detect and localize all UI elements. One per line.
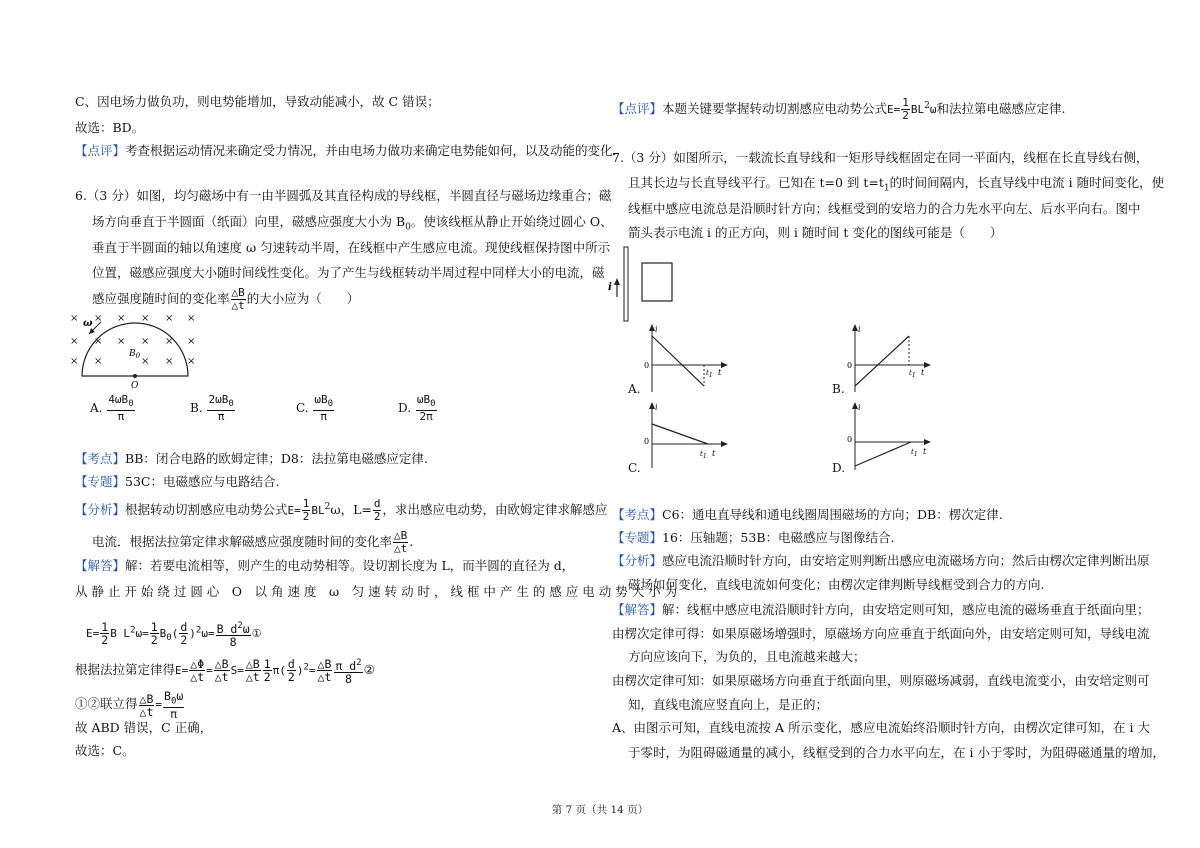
kaodian-line: 【考点】C6：通电直导线和通电线圈周围磁场的方向；DB：楞次定律. xyxy=(612,507,1003,522)
current-i-label: i xyxy=(608,282,612,293)
q6-text: 感应强度随时间的变化率 $\frac{\triangle B}{\triangle t}$ 的大小应为（ ） xyxy=(92,286,360,312)
jieda-line: 从 静 止 开 始 绕 过 圆 心 O 以 角 速 度 ω 匀 速 转 动 时 ， 线 框 中 产 生 的 感 应 电 动 势 大 小 为 xyxy=(75,584,678,599)
equation-1: E= $\frac{1}{2}$ B $L^2\omega=$ $\frac{1}{2}$ $B_0$( $\frac{d}{2}$ )$^2$ω= $\frac{B d^2\omega}{8}$ ① xyxy=(86,620,262,649)
q6-text: 位置，磁感应强度大小随时间线性变化。为了产生与线框转动半周过程中同样大小的电流，磁 xyxy=(92,265,605,280)
jieda-line: A、由图示可知，直线电流按 A 所示变化，感应电流始终沿顺时针方向，由楞次定律可知，在 i 大 xyxy=(612,720,1150,735)
svg-text:×: × xyxy=(70,356,79,367)
text-line: 故选：BD。 xyxy=(75,120,145,135)
b0-label: $B_0$ xyxy=(129,349,141,360)
fenxi-line: 【分析】感应电流沿顺时针方向，由安培定则判断出感应电流磁场方向；然后由楞次定律判断出原 xyxy=(612,553,1150,568)
svg-text:t: t xyxy=(718,368,722,377)
option-c[interactable]: C. $\frac{\omega B_0}{\pi}$ xyxy=(296,393,334,424)
jieda-line: 方向应该向下，为负的，且电流越来越大； xyxy=(628,649,866,664)
svg-text:×: × xyxy=(165,313,174,324)
q7-text: 且其长边与长直导线平行。已知在 t=0 到 $t=t_1$的时间间隔内，长直导线中电流 i 随时间变化，使 xyxy=(628,175,1165,194)
svg-text:t: t xyxy=(712,449,716,458)
equation-3: ①②联立得 $\frac{\triangle B}{\triangle t}$ = $\frac{B_0\omega}{\pi}$ xyxy=(75,689,184,722)
svg-text:t1: t1 xyxy=(700,450,707,460)
q7-text: 7.（3 分）如图所示，一载流长直导线和一矩形导线框固定在同一平面内，线框在长直导线右侧， xyxy=(612,150,1149,165)
fenxi-line: 电流．根据法拉第定律求解磁感应强度随时间的变化率 $\frac{\triangle B}{\triangle t}$ . xyxy=(92,529,414,555)
q7-text: 线框中感应电流总是沿顺时针方向；线框受到的安培力的合力先水平向左、后水平向右。图中 xyxy=(628,201,1141,216)
page-footer: 第 7 页（共 14 页） xyxy=(551,804,649,816)
q7-text: 箭头表示电流 i 的正方向，则 i 随时间 t 变化的图线可能是（ ） xyxy=(628,225,1003,240)
svg-text:t1: t1 xyxy=(909,369,916,379)
fenxi-line: 【分析】根据转动切割感应电动势公式E= $\frac{1}{2}$ $BL^2\omega$，L= $\frac{d}{2}$ ，求出感应电动势，由欧姆定律求解感应 xyxy=(75,497,608,523)
svg-text:×: × xyxy=(94,313,103,324)
text-line: C、因电场力做负功，则电势能增加，导致动能减小，故 C 错误； xyxy=(75,94,440,109)
svg-text:×: × xyxy=(94,356,103,367)
graph-a[interactable] xyxy=(640,322,730,397)
jieda-line: 由楞次定律可得：如果原磁场增强时，原磁场方向应垂直于纸面向外，由安培定则可知，导线电流 xyxy=(612,626,1150,641)
svg-text:i: i xyxy=(858,403,861,412)
fenxi-line: 磁场如何变化，直线电流如何变化；由楞次定律判断导线框受到合力的方向. xyxy=(628,577,1045,592)
jieda-line: 知，直线电流应竖直向上，是正的； xyxy=(628,697,829,712)
graph-d[interactable] xyxy=(843,400,933,472)
jieda-line: 由楞次定律可知：如果原磁场方向垂直于纸面向里，则原磁场减弱，直线电流变小，由安培定则可 xyxy=(612,673,1150,688)
svg-text:0: 0 xyxy=(847,435,853,444)
svg-text:t1: t1 xyxy=(706,369,713,379)
text-line: 故选：C。 xyxy=(75,743,135,758)
graph-c[interactable] xyxy=(640,400,730,470)
svg-text:×: × xyxy=(187,313,196,324)
svg-text:×: × xyxy=(94,336,103,347)
review-line: 【点评】本题关键要掌握转动切割感应电动势公式E= $\frac{1}{2}$ $BL^2\omega$和法拉第电磁感应定律. xyxy=(612,96,1066,122)
svg-text:×: × xyxy=(70,313,79,324)
svg-text:0: 0 xyxy=(644,361,650,370)
graph-b[interactable] xyxy=(843,322,933,397)
review-line: 【点评】考查根据运动情况来确定受力情况，并由电场力做功来确定电势能如何，以及动能的变化. xyxy=(75,143,617,158)
center-o-label: O xyxy=(131,381,139,388)
option-a-label: A. xyxy=(628,382,641,396)
q6-figure xyxy=(65,308,205,388)
svg-text:×: × xyxy=(187,336,196,347)
svg-text:×: × xyxy=(141,356,150,367)
q6-text: 垂直于半圆面的轴以角速度 ω 匀速转动半周，在线框中产生感应电流。现使线框保持图中所示 xyxy=(92,240,611,255)
zhuanti-line: 【专题】53C：电磁感应与电路结合. xyxy=(75,474,280,489)
option-d[interactable]: D. $\frac{\omega B_0}{2\pi}$ xyxy=(398,393,436,424)
rect-frame xyxy=(642,263,672,301)
svg-text:×: × xyxy=(117,336,126,347)
svg-text:i: i xyxy=(655,325,658,334)
svg-text:×: × xyxy=(117,313,126,324)
svg-text:×: × xyxy=(141,336,150,347)
q6-text: 场方向垂直于半圆面（纸面）向里，磁感应强度大小为 $B_0$。使该线框从静止开始绕过圆心 O、 xyxy=(92,214,613,233)
option-a[interactable]: A. $\frac{4\omega B_0}{\pi}$ xyxy=(90,393,134,424)
q7-wire-figure xyxy=(605,245,675,325)
zhuanti-line: 【专题】16：压轴题；53B：电磁感应与图像结合. xyxy=(612,530,895,545)
svg-text:t: t xyxy=(923,447,927,456)
svg-text:0: 0 xyxy=(847,361,853,370)
equation-2: 根据法拉第定律得E= $\frac{\triangle\Phi}{\triangle t}$ = $\frac{\triangle B}{\triangle t}$ S= $\frac{\triangle B}{\triangle t}$ $\frac{1}{2}$ π( $\frac{d}{2}$ )$^2$= $\frac{\triangle B}{\triangle t}$ $\frac{\pi d^2}{8}$ ② xyxy=(75,657,375,686)
svg-text:0: 0 xyxy=(644,437,650,446)
option-b[interactable]: B. $\frac{2\omega B_0}{\pi}$ xyxy=(190,393,234,424)
q6-text: 6.（3 分）如图，均匀磁场中有一由半圆弧及其直径构成的导线框，半圆直径与磁场边缘重合；磁 xyxy=(75,188,612,203)
kaodian-line: 【考点】BB：闭合电路的欧姆定律；D8：法拉第电磁感应定律. xyxy=(75,451,428,466)
svg-text:×: × xyxy=(141,313,150,324)
svg-text:×: × xyxy=(165,356,174,367)
option-c-label: C. xyxy=(628,461,641,475)
svg-text:×: × xyxy=(70,336,79,347)
svg-text:×: × xyxy=(165,336,174,347)
jieda-line: 【解答】解：若要电流相等，则产生的电动势相等。设切割长度为 L，而半圆的直径为 d， xyxy=(75,558,575,573)
jieda-line: 于零时，为阻碍磁通量的减小，线框受到的合力水平向左，在 i 小于零时，为阻碍磁通量的增加， xyxy=(628,745,1165,760)
svg-text:i: i xyxy=(858,325,861,334)
text-line: 故 ABD 错误，C 正确， xyxy=(75,720,213,735)
svg-text:i: i xyxy=(655,403,658,412)
svg-text:×: × xyxy=(187,356,196,367)
omega-label: ω xyxy=(83,318,93,329)
jieda-line: 【解答】解：线框中感应电流沿顺时针方向，由安培定则可知，感应电流的磁场垂直于纸面向里； xyxy=(612,602,1150,617)
tag-label: 【点评】 xyxy=(75,143,126,158)
option-d-label: D. xyxy=(832,461,846,475)
option-b-label: B. xyxy=(832,382,845,396)
long-wire xyxy=(624,247,628,321)
svg-text:t: t xyxy=(921,368,925,377)
svg-text:t1: t1 xyxy=(911,448,918,458)
